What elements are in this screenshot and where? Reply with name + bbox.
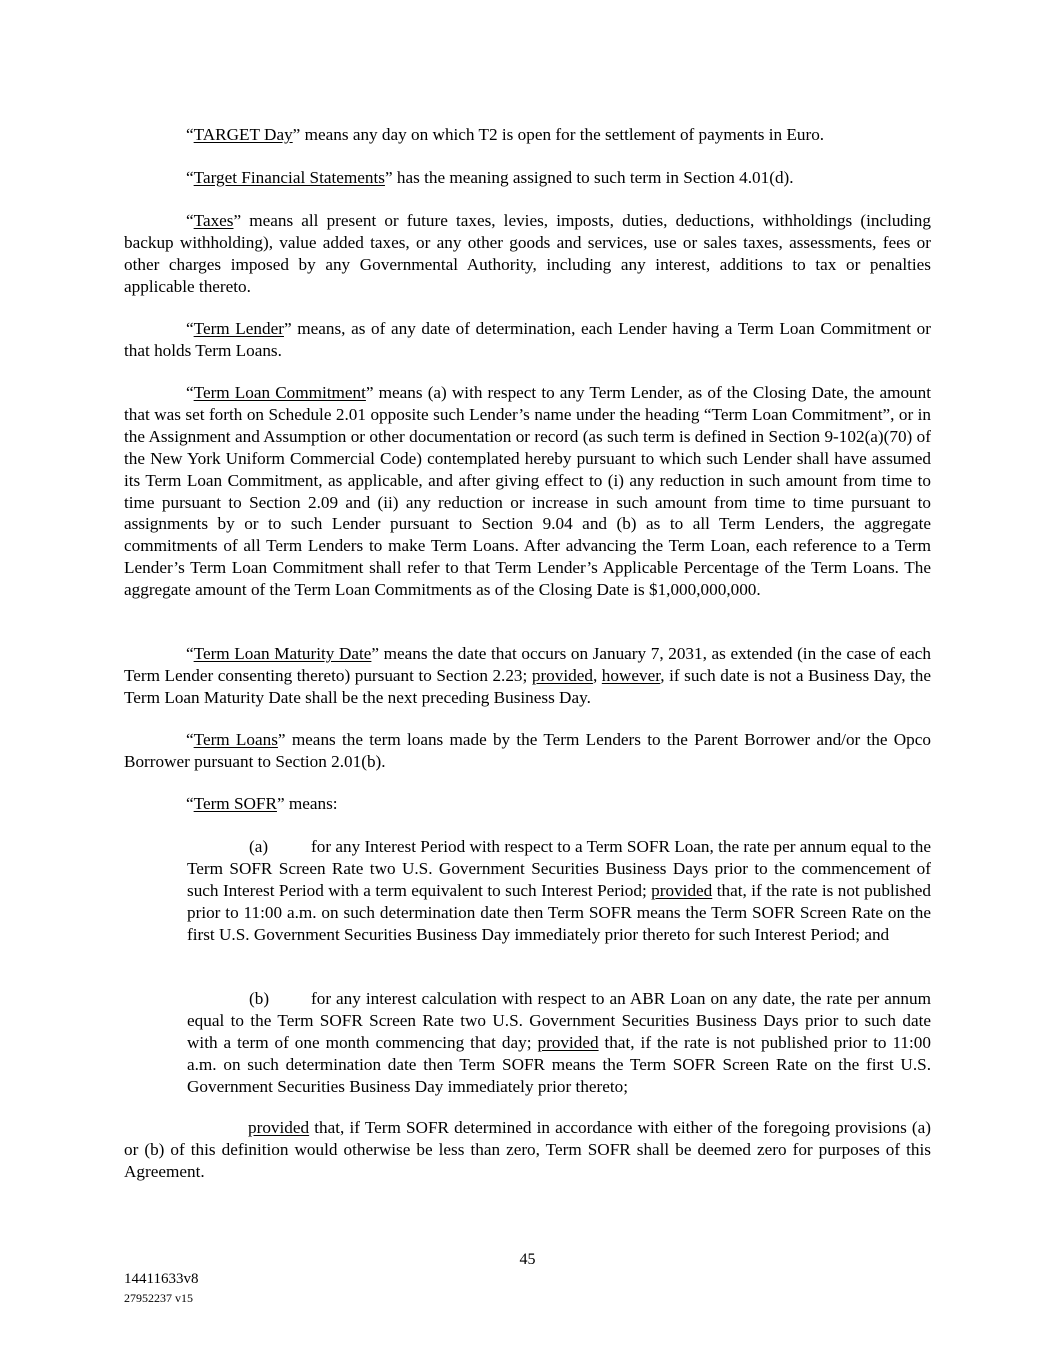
definition-text: has the meaning assigned to such term in Section 4.01(d). [392, 168, 794, 187]
definition-text: means: [284, 794, 338, 813]
clause-label: (b) [249, 989, 270, 1008]
definition-text: means, as of any date of determination, each Lender having a Term Loan Commitment or that holds Term Loans. [124, 319, 931, 360]
definition-text: means the term loans made by the Term Lenders to the Parent Borrower and/or the Opco Borrower pursuant to Section 2.01(b). [124, 730, 931, 771]
defined-term: Taxes [193, 211, 234, 230]
defined-term: TARGET Day [193, 125, 293, 144]
clause-text: for any Interest Period with respect to a Term SOFR Loan, the rate per annum equal to the Term SOFR Screen Rate two U.S. Government Securities Business Days prior to the commencement of such Interest Period with a term equivalent to such Interest Period; [187, 837, 931, 900]
defined-term: Term Lender [193, 319, 284, 338]
defined-term: Term Loans [193, 730, 278, 749]
definition-target-financial-statements: “Target Financial Statements” has the meaning assigned to such term in Section 4.01(d). [186, 168, 794, 187]
however-term: however [601, 665, 661, 685]
defined-term: Term Loan Commitment [193, 383, 366, 402]
definition-term-loan-commitment: “Term Loan Commitment” means (a) with respect to any Term Lender, as of the Closing Date, the amount that was set forth on Schedule 2.01 opposite such Lender’s name under the heading “Term Loan Commitment”, or in the Assignment and Assumption or other documentation or record (as such term is defined in Section 9-102(a)(70) of the New York Uniform Commercial Code) contemplated hereby pursuant to which such Lender shall have assumed its Term Loan Commitment, as applicable, and after giving effect to (i) any reduction in such amount from time to time pursuant to Section 2.09 and (ii) any reduction or increase in such amount from time to time pursuant to assignments by or to such Lender pursuant to Section 9.04 and (b) as to all Term Lenders, the aggregate commitments of all Term Lenders to make Term Loans. After advancing the Term Loan, each reference to a Term Lender’s Term Loan Commitment shall refer to that Term Lender’s Applicable Percentage of the Term Loans. The aggregate amount of the Term Loan Commitments as of the Closing Date is $1,000,000,000. [124, 383, 931, 600]
definition-text: means all present or future taxes, levies, imposts, duties, deductions, withholdings (including backup withholding), value added taxes, or any other goods and services, use or sales taxes, assessments, fees or other charges imposed by any Governmental Authority, including any interest, additions to tax or penalties applicable thereto. [124, 211, 931, 296]
definition-term-loans: “Term Loans” means the term loans made by the Term Lenders to the Parent Borrower and/or the Opco Borrower pursuant to Section 2.01(b). [124, 730, 931, 771]
separator-text: , [592, 665, 602, 685]
definition-text: means (a) with respect to any Term Lender, as of the Closing Date, the amount that was set forth on Schedule 2.01 opposite such Lender’s name under the heading “Term Loan Commitment”, or in the Assignment and Assumption or other documentation or record (as such term is defined in Section 9-102(a)(70) of the New York Uniform Commercial Code) contemplated hereby pursuant to which such Lender shall have assumed its Term Loan Commitment, as applicable, and after giving effect to (i) any reduction in such amount from time to time pursuant to Section 2.09 and (ii) any reduction or increase in such amount from time to time pursuant to assignments by or to such Lender pursuant to Section 9.04 and (b) as to all Term Lenders, the aggregate commitments of all Term Lenders to make Term Loans. After advancing the Term Loan, each reference to a Term Lender’s Term Loan Commitment shall refer to that Term Lender’s Applicable Percentage of the Term Loans. The aggregate amount of the Term Loan Commitments as of the Closing Date is $1,000,000,000. [124, 383, 931, 600]
clause-label: (a) [249, 837, 269, 856]
clause-a [187, 836, 931, 946]
provided-term: provided [531, 665, 593, 685]
document-id-secondary: 27952237 v15 [124, 1291, 193, 1305]
provided-term: provided [248, 1118, 310, 1137]
definition-text: means the date that occurs on January 7, 2031, as extended (in the case of each Term Lender consenting thereto) pursuant to Section 2.23; [124, 644, 931, 685]
clause-b [187, 988, 931, 1098]
term-sofr-proviso [124, 1117, 931, 1183]
definition-term-sofr: “Term SOFR” means: [186, 794, 338, 813]
document-id-primary: 14411633v8 [124, 1271, 199, 1287]
definition-term-lender: “Term Lender” means, as of any date of determination, each Lender having a Term Loan Commitment or that holds Term Loans. [124, 319, 931, 360]
clause-text: that, if the rate is not published prior to 11:00 a.m. on such determination date then Term SOFR means the Term SOFR Screen Rate on the first U.S. Government Securities Business Day immediately prior thereto for such Interest Period; and [187, 880, 931, 944]
clause-text: that, if the rate is not published prior to 11:00 a.m. on such determination date then Term SOFR means the Term SOFR Screen Rate on the first U.S. Government Securities Business Day immediately prior thereto; [187, 1032, 931, 1096]
clause-text: for any interest calculation with respect to an ABR Loan on any date, the rate per annum equal to the Term SOFR Screen Rate two U.S. Government Securities Business Days prior to such date with a term of one month commencing that day; [187, 989, 931, 1052]
definition-taxes: “Taxes” means all present or future taxes, levies, imposts, duties, deductions, withholdings (including backup withholding), value added taxes, or any other goods and services, use or sales taxes, assessments, fees or other charges imposed by any Governmental Authority, including any interest, additions to tax or penalties applicable thereto. [124, 211, 931, 296]
definition-target-day: “TARGET Day” means any day on which T2 is open for the settlement of payments in Euro. [186, 125, 825, 144]
defined-term: Term Loan Maturity Date [193, 644, 372, 663]
page-number: 45 [519, 1251, 536, 1268]
definition-term-loan-maturity-date: “Term Loan Maturity Date” means the date that occurs on January 7, 2031, as extended (in the case of each Term Lender consenting thereto) pursuant to Section 2.23; provided, however, if such date is not a Business Day, the Term Loan Maturity Date shall be the next preceding Business Day. [124, 644, 931, 707]
provided-term: provided [537, 1032, 599, 1052]
proviso-text: that, if Term SOFR determined in accordance with either of the foregoing provisions (a) or (b) of this definition would otherwise be less than zero, Term SOFR shall be deemed zero for purposes of this Agreement. [124, 1118, 931, 1181]
definition-text: means any day on which T2 is open for the settlement of payments in Euro. [300, 125, 825, 144]
provided-term: provided [651, 880, 713, 900]
defined-term: Target Financial Statements [193, 168, 385, 187]
definition-text: , if such date is not a Business Day, the Term Loan Maturity Date shall be the next preceding Business Day. [124, 665, 931, 707]
defined-term: Term SOFR [193, 794, 277, 813]
